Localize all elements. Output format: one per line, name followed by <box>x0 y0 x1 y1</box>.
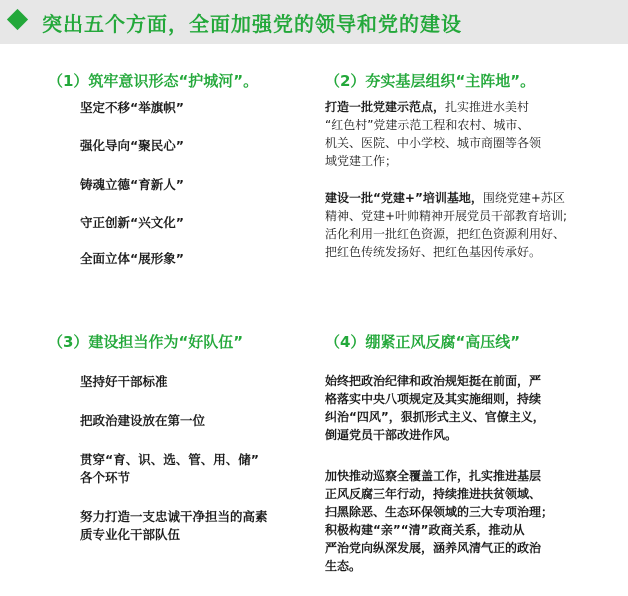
section-4-p2-line-5: 严治党向纵深发展，涵养风清气正的政治 <box>325 541 542 555</box>
section-3-item-4: 努力打造一支忠诚干净担当的高素 <box>80 509 268 524</box>
section-4-p1-line-2: 格落实中央八项规定及其实施细则，持续 <box>325 392 542 406</box>
section-1-item-2: 强化导向“聚民心” <box>80 138 184 153</box>
section-2-p1-line-1: 扎实推进水美村 <box>445 100 530 114</box>
section-2-paragraph-2 <box>325 189 567 261</box>
section-3-item-4-cont: 质专业化干部队伍 <box>80 527 181 542</box>
section-1-item-1: 坚定不移“举旗帜” <box>80 100 184 115</box>
section-4-p2-line-3: 扫黑除恶、生态环保领域的三大专项治理； <box>325 505 554 519</box>
section-2-p2-lead: 建设一批“党建+”培训基地， <box>325 191 483 205</box>
section-4-p1-line-4: 倒逼党员干部改进作风。 <box>325 428 458 442</box>
section-4-p2-line-1: 加快推动巡察全覆盖工作，扎实推进基层 <box>325 469 542 483</box>
section-2-p2-line-3: 活化利用一批红色资源，把红色资源利用好、 <box>325 227 566 241</box>
section-2-paragraph-1 <box>325 98 541 170</box>
section-3-title: （3）建设担当作为“好队伍” <box>48 333 244 351</box>
diamond-bullet-icon <box>7 9 28 30</box>
section-2-p1-line-3: 机关、医院、中小学校、城市商圈等各领 <box>325 136 542 150</box>
section-4-p2-line-2: 正风反腐三年行动，持续推进扶贫领域、 <box>325 487 542 501</box>
section-4-p2-line-6: 生态。 <box>325 559 362 573</box>
section-2-p1-line-4: 域党建工作； <box>325 154 398 168</box>
section-4-p1-line-1: 始终把政治纪律和政治规矩挺在前面，严 <box>325 374 542 388</box>
section-4-p1-line-3: 纠治“四风”，狠抓形式主义、官僚主义， <box>325 410 545 424</box>
section-2-p1-line-2: “红色村”党建示范工程和农村、城市、 <box>325 118 530 132</box>
section-2-p2-line-2: 精神、党建+叶帅精神开展党员干部教育培训; <box>325 209 568 223</box>
section-4-paragraph-2 <box>325 467 553 575</box>
section-3-item-2: 把政治建设放在第一位 <box>80 413 206 428</box>
section-1-item-4: 守正创新“兴文化” <box>80 215 184 230</box>
section-3-item-3: 贯穿“育、识、选、管、用、储” <box>80 452 259 467</box>
section-2-p1-lead: 打造一批党建示范点， <box>325 100 446 114</box>
section-1-item-3: 铸魂立德“育新人” <box>80 177 184 192</box>
section-4-paragraph-1 <box>325 372 545 444</box>
section-4-title: （4）绷紧正风反腐“高压线” <box>325 333 521 351</box>
section-4-p2-line-4: 积极构建“亲”“清”政商关系，推动从 <box>325 523 525 537</box>
section-3-item-3-cont: 各个环节 <box>80 470 131 485</box>
header-bar <box>0 0 628 44</box>
section-2-p2-line-1: 围绕党建+苏区 <box>482 191 565 205</box>
section-2-p2-line-4: 把红色传统发扬好、把红色基因传承好。 <box>325 245 542 259</box>
section-1-item-5: 全面立体“展形象” <box>80 251 184 266</box>
page-title: 突出五个方面，全面加强党的领导和党的建设 <box>42 12 462 36</box>
section-2-title: （2）夯实基层组织“主阵地”。 <box>325 72 536 90</box>
section-3-item-1: 坚持好干部标准 <box>80 374 168 389</box>
section-1-title: （1）筑牢意识形态“护城河”。 <box>48 72 259 90</box>
